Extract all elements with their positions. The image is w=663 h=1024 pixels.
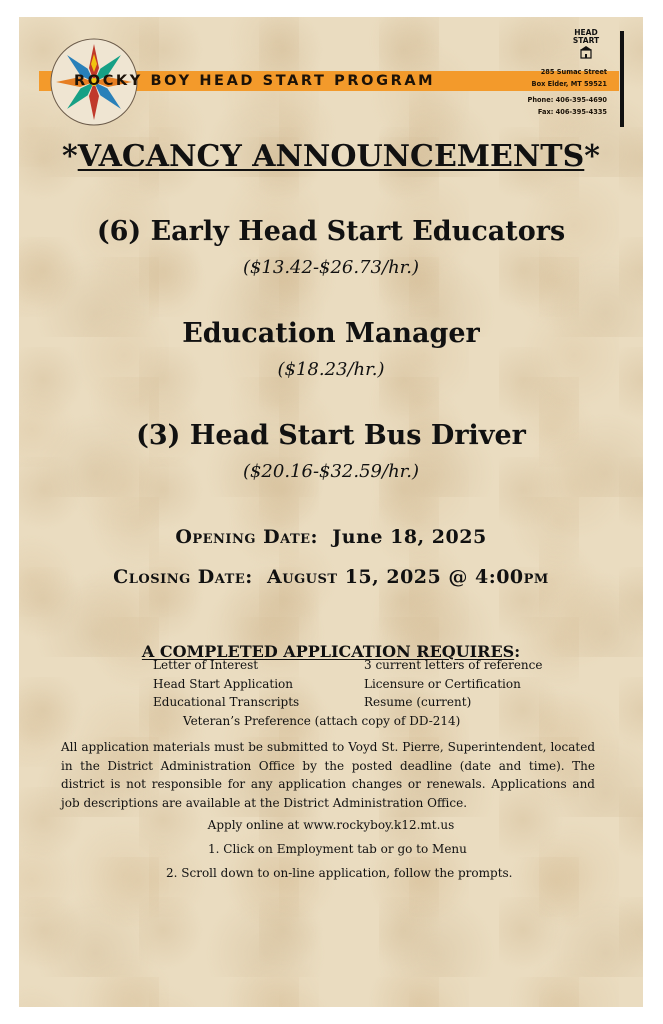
requirements-heading-text: A COMPLETED APPLICATION REQUIRES [141,642,515,661]
head-start-logo-word2: START [572,36,600,45]
position-pay-1: ($13.42-$26.73/hr.) [242,257,420,278]
head-start-logo [564,29,608,61]
requirement-item: Licensure or Certification [364,677,521,691]
head-start-logo-word1: HEAD [574,28,598,37]
page-title [19,139,643,174]
position-title-2: Education Manager [182,318,480,349]
requirement-item: Letter of Interest [153,658,259,672]
requirement-item: Head Start Application [153,677,293,691]
program-name-overlay: ROCKY BOY HEAD START PROGRAM [74,73,436,89]
title-main: VACANCY ANNOUNCEMENTS [77,139,585,174]
veteran-preference: Veteran’s Preference (attach copy of DD-214) [183,714,461,728]
position-pay-3: ($20.16-$32.59/hr.) [242,461,420,482]
address-street: 285 Sumac Street [540,68,607,76]
step-1: 1. Click on Employment tab or go to Menu [208,842,467,856]
closing-date-label: Closing Date: [113,566,253,588]
requirements-heading-colon: : [514,642,521,661]
header-vertical-rule [620,31,624,127]
opening-date [19,526,643,548]
title-suffix: * [584,139,600,174]
requirements-heading [19,642,643,661]
flyer-page [19,17,643,1007]
requirement-item: 3 current letters of reference [364,658,543,672]
opening-date-label: Opening Date: [175,526,319,548]
school-building-icon [579,45,593,59]
apply-online-text: Apply online at www.rockyboy.k12.mt.us [207,818,455,832]
closing-date [19,566,643,588]
requirement-item: Resume (current) [364,695,472,709]
closing-date-value: August 15, 2025 @ 4:00pm [267,566,549,588]
position-title-3: (3) Head Start Bus Driver [136,420,526,451]
step-2: 2. Scroll down to on-line application, follow the prompts. [166,866,513,880]
position-pay-2: ($18.23/hr.) [277,359,385,380]
address-city: Box Elder, MT 59521 [531,80,607,88]
requirement-item: Educational Transcripts [153,695,300,709]
position-title-1: (6) Early Head Start Educators [96,216,566,247]
fax-number: Fax: 406-395-4335 [537,108,607,116]
application-instructions: All application materials must be submitted to Voyd St. Pierre, Superintendent, located in the District Administration Office by the posted deadline (date and time). The district is not responsible for any application changes or renewals. Applications and job descriptions are available at the District Administration Office. [61,740,595,810]
opening-date-value: June 18, 2025 [332,526,487,548]
phone-number: Phone: 406-395-4690 [527,96,607,104]
title-prefix: * [61,139,78,174]
